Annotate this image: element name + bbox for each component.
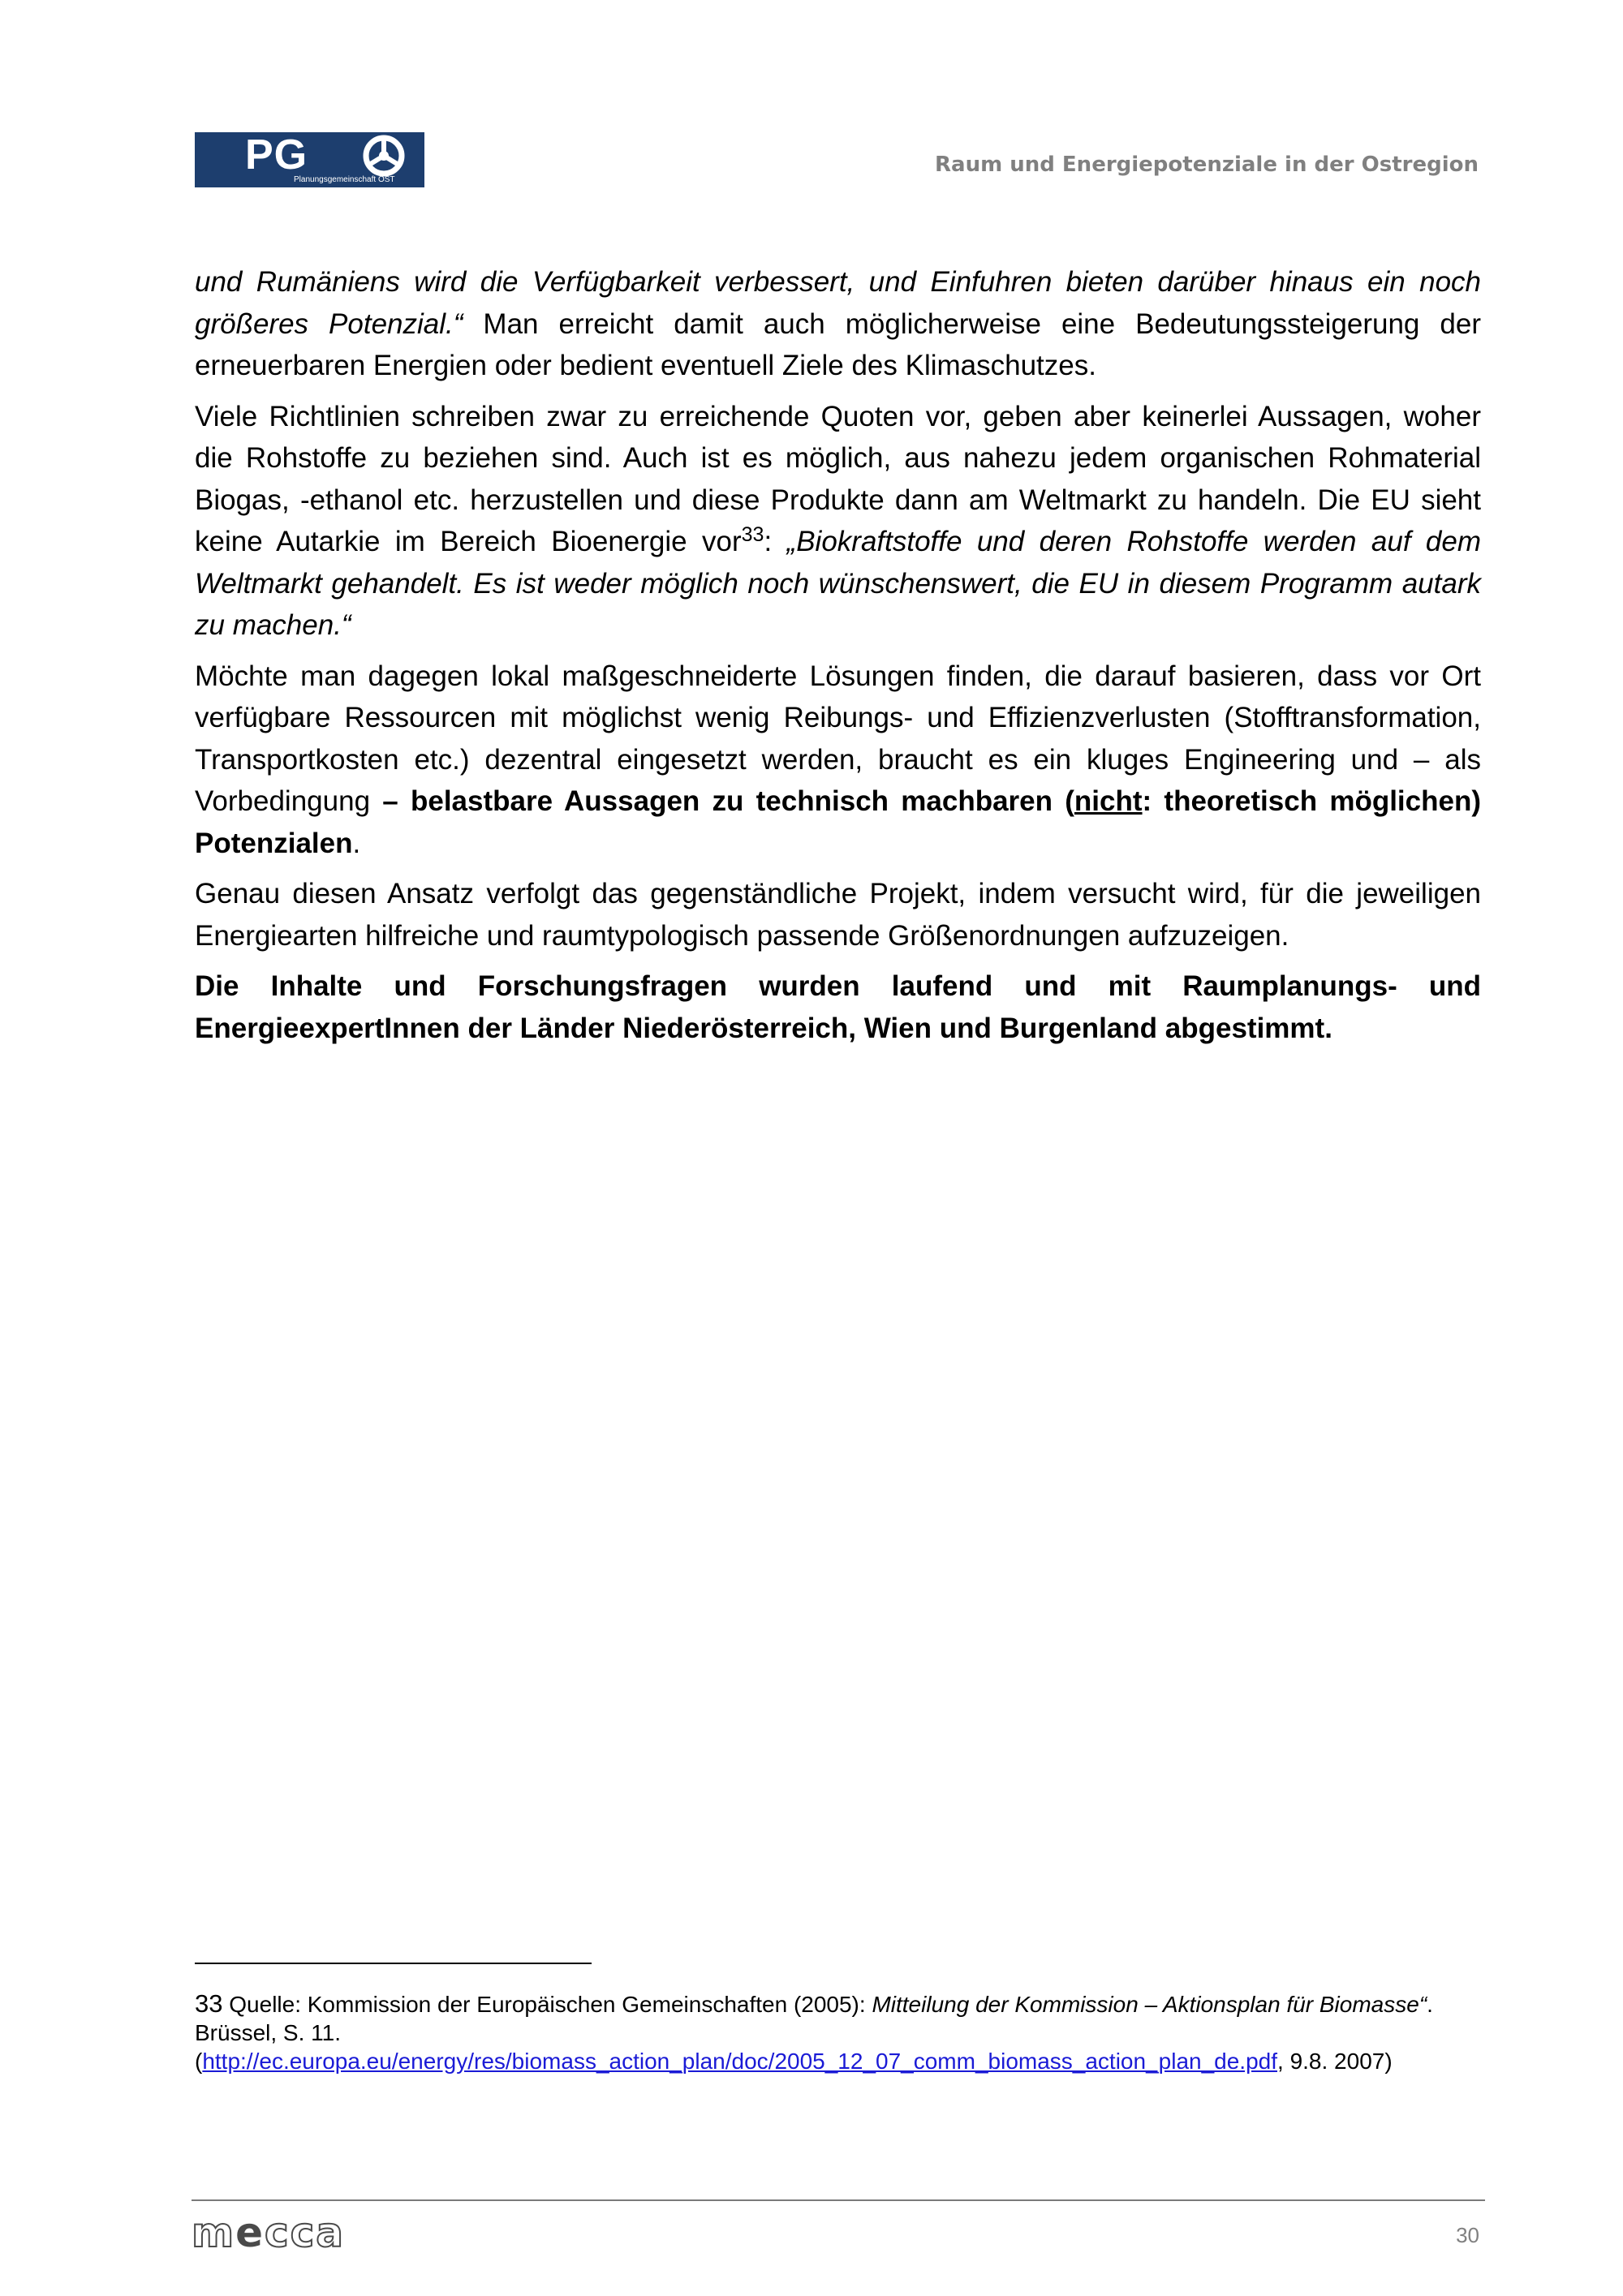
footer-divider [192, 2199, 1485, 2201]
mecca-logo-e: e [235, 2209, 265, 2256]
main-content [195, 261, 1481, 1058]
mecca-logo [192, 2208, 345, 2257]
paragraph-3-bold-2: : theoretisch möglichen) Potenzialen [195, 785, 1481, 859]
footnote-open-paren: ( [195, 2049, 203, 2074]
logo-subtitle: Planungsgemeinschaft OST [294, 175, 395, 184]
mecca-logo-cca: cca [265, 2209, 346, 2256]
paragraph-1-text: Man erreicht damit auch möglicherweise eine Bedeutungssteigerung der erneuerbaren Energien oder bedient eventuell Ziele des Klimaschutzes. [195, 307, 1481, 381]
footnote-date: , 9.8. 2007) [1277, 2049, 1393, 2074]
footnote [195, 1989, 1485, 2075]
paragraph-3-bold-1: – belastbare Aussagen zu technisch machbaren ( [382, 785, 1074, 817]
document-header-title: Raum und Energiepotenziale in der Ostregion [935, 153, 1479, 177]
quote-biokraftstoffe: „Biokraftstoffe und deren Rohstoffe werden auf dem Weltmarkt gehandelt. Es ist weder möglich noch wünschenswert, die EU in diesem Programm autark zu machen.“ [195, 526, 1482, 641]
footnote-number: 33 [195, 1989, 223, 2018]
paragraph-3 [195, 656, 1481, 865]
paragraph-2-text: Viele Richtlinien schreiben zwar zu erreichende Quoten vor, geben aber keinerlei Aussagen, woher die Rohstoffe zu beziehen sind. Auch ist es möglich, aus nahezu jedem organischen Rohmaterial Biogas, -ethanol etc. herzustellen und diese Produkte dann am Weltmarkt zu handeln. Die EU sieht keine Autarkie im Bereich Bioenergie vor [195, 400, 1481, 557]
paragraph-2-colon: : [764, 526, 787, 557]
page-number: 30 [1456, 2223, 1479, 2247]
paragraph-3-text: Möchte man dagegen lokal maßgeschneiderte Lösungen finden, die darauf basieren, dass vor Ort verfügbare Ressourcen mit möglichst wenig Reibungs- und Effizienzverlusten (Stofftransformation, Transportkosten etc.) dezentral eingesetzt werden, braucht es ein kluges Engineering und – als Vorbedingung [195, 660, 1481, 817]
footnote-divider [195, 1963, 592, 1964]
footnote-title: Mitteilung der Kommission – Aktionsplan für Biomasse“ [872, 1992, 1427, 2017]
pgo-logo [195, 132, 424, 187]
logo-letters: PG [245, 131, 308, 178]
paragraph-4: Genau diesen Ansatz verfolgt das gegenständliche Projekt, indem versucht wird, für die jeweiligen Energiearten hilfreiche und raumtypologisch passende Größenordnungen aufzuzeigen. [195, 878, 1481, 952]
paragraph-3-end: . [352, 827, 361, 859]
footnote-place: . Brüssel, S. 11. [195, 1992, 1433, 2045]
mecca-logo-m: m [192, 2209, 236, 2256]
footnote-reference[interactable]: 33 [741, 523, 764, 546]
paragraph-3-bold-underline: nicht [1074, 785, 1143, 817]
paragraph-2 [195, 396, 1481, 647]
paragraph-1 [195, 261, 1481, 387]
footnote-link[interactable]: http://ec.europa.eu/energy/res/biomass_action_plan/doc/2005_12_07_comm_biomass_action_plan_de.pdf [202, 2049, 1278, 2074]
steering-wheel-icon [362, 134, 406, 178]
footnote-source: Quelle: Kommission der Europäischen Gemeinschaften (2005): [222, 1992, 872, 2017]
quote-continuation: und Rumäniens wird die Verfügbarkeit verbessert, und Einfuhren bieten darüber hinaus ein noch größeres Potenzial.“ [195, 266, 1481, 340]
paragraph-5: Die Inhalte und Forschungsfragen wurden laufend und mit Raumplanungs- und EnergieexpertInnen der Länder Niederösterreich, Wien und Burgenland abgestimmt. [195, 970, 1481, 1044]
